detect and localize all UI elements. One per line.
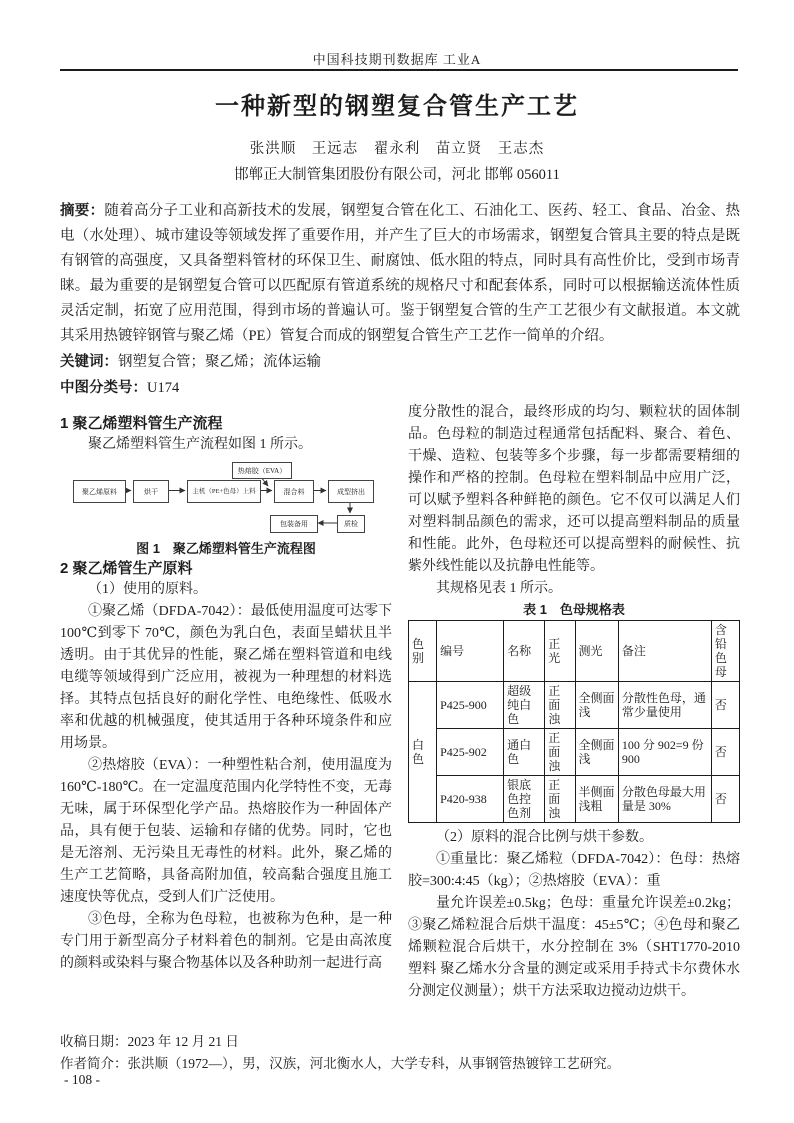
figure-1-caption: 图 1 聚乙烯塑料管生产流程图 — [136, 541, 316, 556]
column-header: 色别 — [409, 621, 437, 682]
right-column — [408, 400, 740, 1003]
column-header: 含铅色母 — [711, 621, 739, 682]
header-rule — [60, 69, 738, 71]
body-paragraph: ①重量比：聚乙烯粒（DFDA-7042）：色母：热熔胶=300:4:45（kg）；②热熔胶（EVA）：重 — [408, 852, 740, 889]
body-paragraph: ①聚乙烯（DFDA-7042）：最低使用温度可达零下 100℃到零下 70℃，颜色为乳白色，表面呈蜡状且半透明。由于其优异的性能，聚乙烯在塑料管道和电线电缆等领域得到广泛应用，被视为一种理想的材料选择。其特点包括良好的耐化学性、电绝缘性、低吸水率和优越的机械强度，使其适用于各种环境条件和应用场景。 — [60, 604, 392, 751]
table-cell-code: P425-900 — [437, 682, 504, 729]
table-1 — [408, 620, 740, 823]
column-header: 测光 — [575, 621, 618, 682]
article-meta — [60, 199, 740, 401]
abstract-paragraph — [60, 199, 740, 349]
column-header: 编号 — [437, 621, 504, 682]
table-row — [409, 729, 740, 776]
column-header: 正光 — [545, 621, 575, 682]
flow-node-main-feed: 主机（PE+色母）上料 — [187, 480, 261, 503]
keywords-label: 关键词： — [60, 354, 118, 370]
table-cell-lead: 否 — [711, 682, 739, 729]
table-cell-code: P420-938 — [437, 776, 504, 823]
body-paragraph: 度分散性的混合，最终形成的均匀、颗粒状的固体制品。色母粒的制造过程通常包括配料、聚合、着色、干燥、造粒、包装等多个步骤，每一步都需要精细的操作和严格的控制。色母粒在塑料制品中应用广泛，可以赋予塑料各种鲜艳的颜色。它不仅可以满足人们对塑料制品颜色的需求，还可以提高塑料制品的质量和性能。此外，色母粒还可以提高塑料的耐候性、抗紫外线性能以及抗静电性能等。 — [408, 405, 740, 574]
table-cell-front: 正面浊 — [545, 776, 575, 823]
abstract-label: 摘要： — [60, 203, 105, 219]
flow-node-extrusion: 成型挤出 — [328, 480, 374, 503]
affiliation-line: 邯郸正大制管集团股份有限公司，河北 邯郸 056011 — [234, 167, 560, 183]
figure-1-flowchart — [60, 459, 394, 538]
table-cell-side: 半侧面浅粗 — [575, 776, 618, 823]
table-cell-code: P425-902 — [437, 729, 504, 776]
flow-node-mixture: 混合料 — [274, 480, 314, 503]
authors-line: 张洪顺 王远志 翟永利 苗立贤 王志杰 — [249, 141, 545, 157]
table-cell-note: 分散性色母，通常少量使用 — [618, 682, 711, 729]
table-cell-front: 正面浊 — [545, 682, 575, 729]
table-cell-lead: 否 — [711, 729, 739, 776]
body-paragraph: ②热熔胶（EVA）：一种塑性粘合剂，使用温度为 160℃-180℃。在一定温度范围内化学特性不变，无毒无味，属于环保型化学产品。热熔胶作为一种固体产品，具有便于包装、运输和存储的优势。同时，它也是无溶剂、无污染且无毒性的材料。此外，聚乙烯的生产工艺简略，具备高附加值，较高黏合强度且施工速度快等优点，受到人们广泛使用。 — [60, 758, 392, 905]
table-header-row — [409, 621, 740, 682]
clc-paragraph — [60, 376, 740, 401]
table-1-caption: 表 1 色母规格表 — [523, 602, 625, 617]
table-cell-name: 超级纯白色 — [504, 682, 545, 729]
left-column — [60, 400, 392, 1003]
column-header: 名称 — [504, 621, 545, 682]
section-2-heading: 2 聚乙烯管生产原料 — [60, 560, 193, 577]
flow-node-drying: 烘干 — [133, 480, 169, 503]
page-footer — [60, 1031, 740, 1075]
section-1-paragraph: 聚乙烯塑料管生产流程如图 1 所示。 — [88, 437, 312, 452]
footer-author-bio: 作者简介：张洪顺（1972—），男，汉族，河北衡水人，大学专科，从事钢管热镀锌工艺研究。 — [60, 1056, 621, 1071]
flow-node-quality-check: 质检 — [337, 515, 365, 533]
clc-value: U174 — [147, 380, 180, 396]
page-number: - 108 - — [64, 1072, 100, 1087]
two-column-body — [60, 400, 740, 1003]
section-1-heading: 1 聚乙烯塑料管生产流程 — [60, 415, 223, 432]
body-paragraph: 其规格见表 1 所示。 — [436, 581, 562, 596]
flow-node-packaging: 包装备用 — [270, 515, 318, 533]
flow-node-raw-material: 聚乙烯原料 — [73, 480, 126, 503]
table-cell-note: 分散色母最大用量是 30% — [618, 776, 711, 823]
body-paragraph: （2）原料的混合比例与烘干参数。 — [436, 830, 653, 845]
table-cell-side: 全侧面浅 — [575, 729, 618, 776]
flow-node-eva-adhesive: 热熔胶（EVA） — [232, 462, 292, 479]
table-cell-color-group: 白色 — [409, 682, 437, 823]
table-cell-note: 100 分 902=9 份 900 — [618, 729, 711, 776]
keywords-text: 钢塑复合管；聚乙烯；流体运输 — [118, 354, 321, 370]
table-cell-lead: 否 — [711, 776, 739, 823]
clc-label: 中图分类号： — [60, 380, 147, 396]
table-cell-side: 全侧面浅 — [575, 682, 618, 729]
journal-header: 中国科技期刊数据库 工业A — [312, 52, 482, 67]
page-title: 一种新型的钢塑复合管生产工艺 — [215, 93, 579, 120]
body-paragraph: ③色母，全称为色母粒，也被称为色种，是一种专门用于新型高分子材料着色的制剂。它是由高浓度的颜料或染料与聚合物基体以及各种助剂一起进行高 — [60, 912, 392, 971]
table-cell-name: 银底色控色剂 — [504, 776, 545, 823]
footer-received-date: 收稿日期：2023 年 12 月 21 日 — [60, 1034, 239, 1049]
table-cell-name: 通白色 — [504, 729, 545, 776]
table-row — [409, 682, 740, 729]
table-row — [409, 776, 740, 823]
keywords-paragraph — [60, 350, 740, 375]
body-paragraph: （1）使用的原料。 — [88, 582, 207, 597]
body-paragraph: 量允许误差±0.5kg；色母：重量允许误差±0.2kg；③聚乙烯粒混合后烘干温度：45±5℃；④色母和聚乙烯颗粒混合后烘干，水分控制在 3%（SHT1770-2010 塑料 聚乙烯水分含量的测定或采用手持式卡尔费休水分测定仪测量）；烘干方法采取边搅动边烘干。 — [408, 896, 740, 999]
abstract-text: 随着高分子工业和高新技术的发展，钢塑复合管在化工、石油化工、医药、轻工、食品、冶金、热电（水处理）、城市建设等领域发挥了重要作用，并产生了巨大的市场需求，钢塑复合管具主要的特点是既有钢管的高强度，又具备塑料管材的环保卫生、耐腐蚀、低水阻的特点，同时具有高性价比，受到市场青睐。最为重要的是钢塑复合管可以匹配原有管道系统的规格尺寸和配套体系，同时可以根据输送流体性质灵活定制，拓宽了应用范围，得到市场的普遍认可。鉴于钢塑复合管的生产工艺很少有文献报道。本文就其采用热镀锌钢管与聚乙烯（PE）管复合而成的钢塑复合管生产工艺作一简单的介绍。 — [60, 203, 741, 344]
table-cell-front: 正面浊 — [545, 729, 575, 776]
column-header: 备注 — [618, 621, 711, 682]
